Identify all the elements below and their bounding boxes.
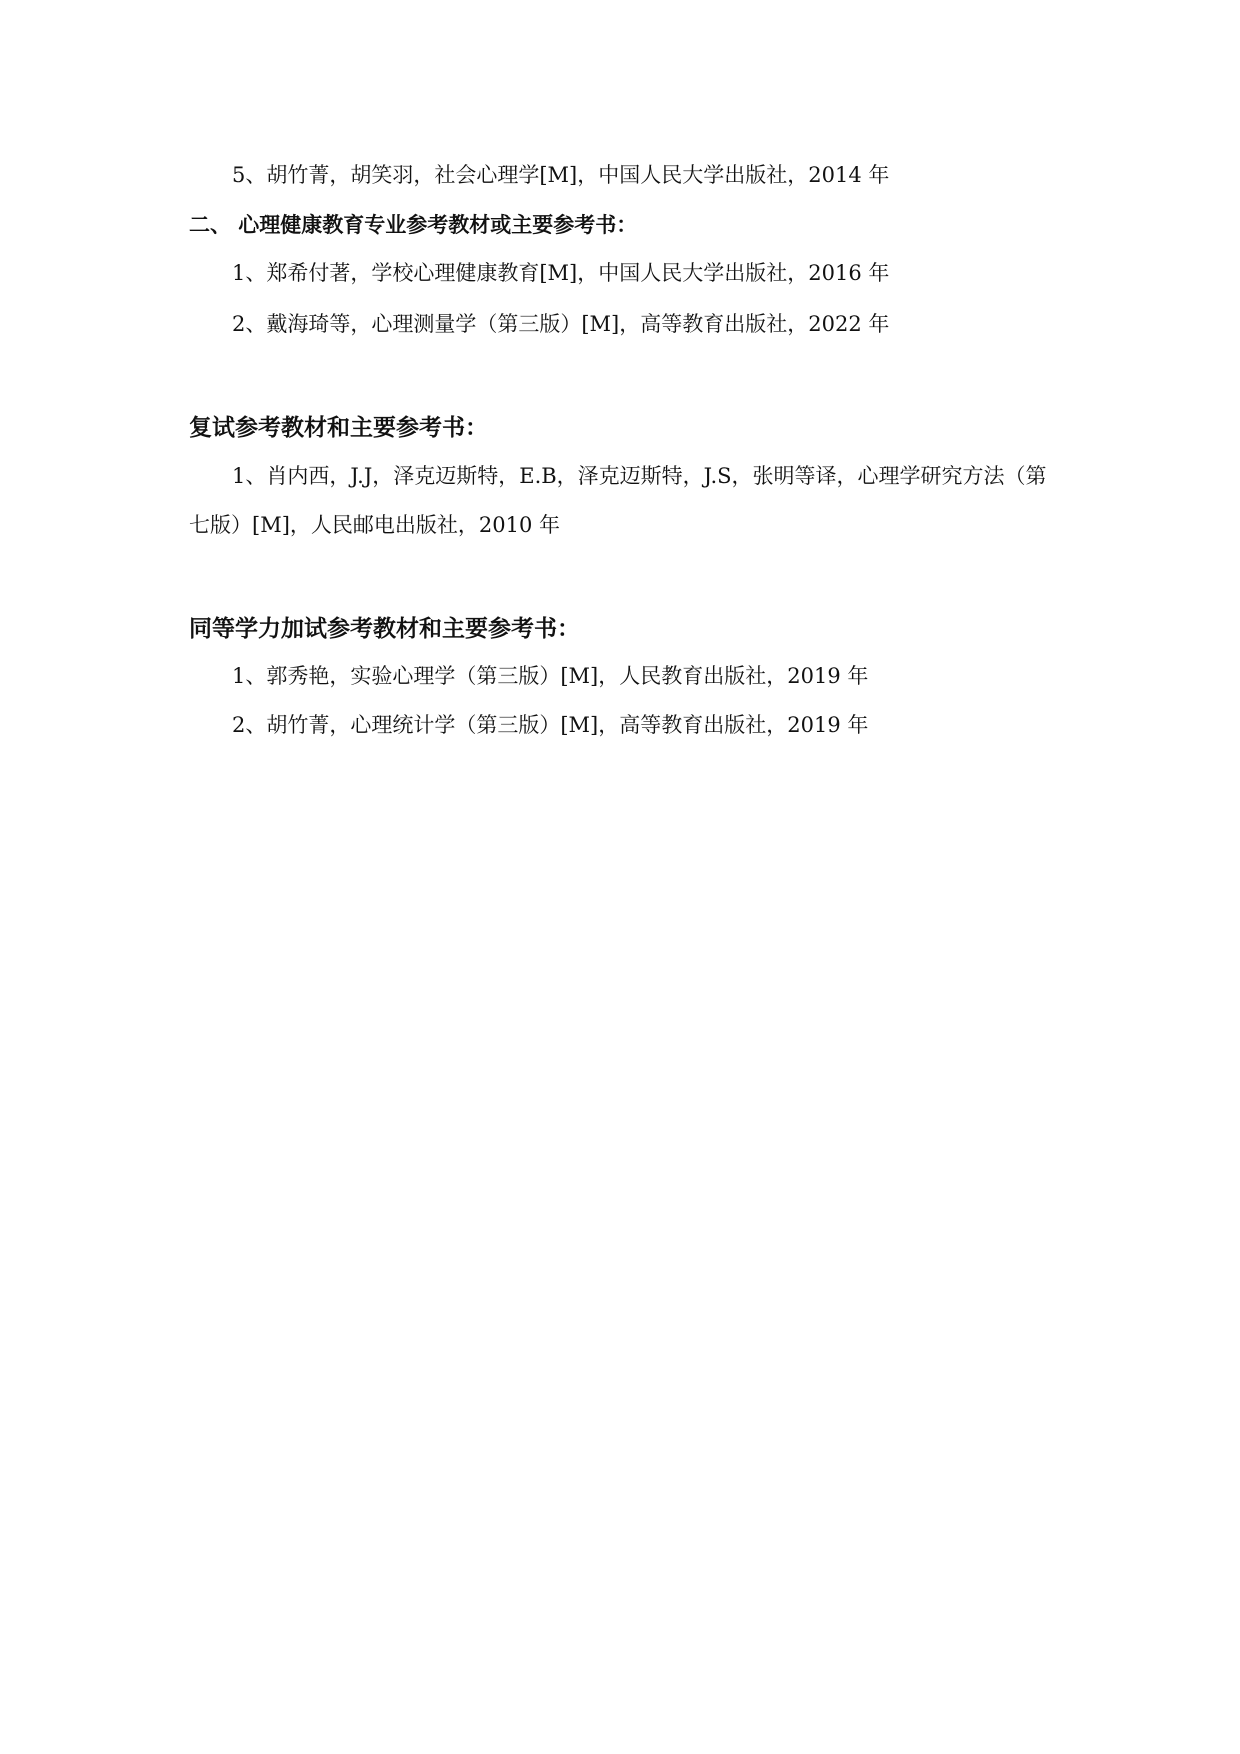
section-heading-mental-health: 二、 心理健康教育专业参考教材或主要参考书： — [189, 213, 638, 237]
reference-item: 1、郭秀艳，实验心理学（第三版）[M]，人民教育出版社，2019 年 — [232, 664, 869, 688]
section-heading-equivalent: 同等学力加试参考教材和主要参考书： — [189, 616, 580, 642]
reference-item: 5、胡竹菁，胡笑羽，社会心理学[M]，中国人民大学出版社，2014 年 — [232, 163, 890, 187]
reference-item: 2、胡竹菁，心理统计学（第三版）[M]，高等教育出版社，2019 年 — [232, 713, 869, 737]
section-heading-retest: 复试参考教材和主要参考书： — [189, 415, 488, 441]
reference-item: 2、戴海琦等，心理测量学（第三版）[M]，高等教育出版社，2022 年 — [232, 312, 890, 336]
reference-item: 1、肖内西，J.J，泽克迈斯特，E.B，泽克迈斯特，J.S，张明等译，心理学研究方法（第 — [232, 464, 1047, 488]
reference-item-continuation: 七版）[M]，人民邮电出版社，2010 年 — [189, 513, 561, 537]
reference-item: 1、郑希付著，学校心理健康教育[M]，中国人民大学出版社，2016 年 — [232, 261, 890, 285]
